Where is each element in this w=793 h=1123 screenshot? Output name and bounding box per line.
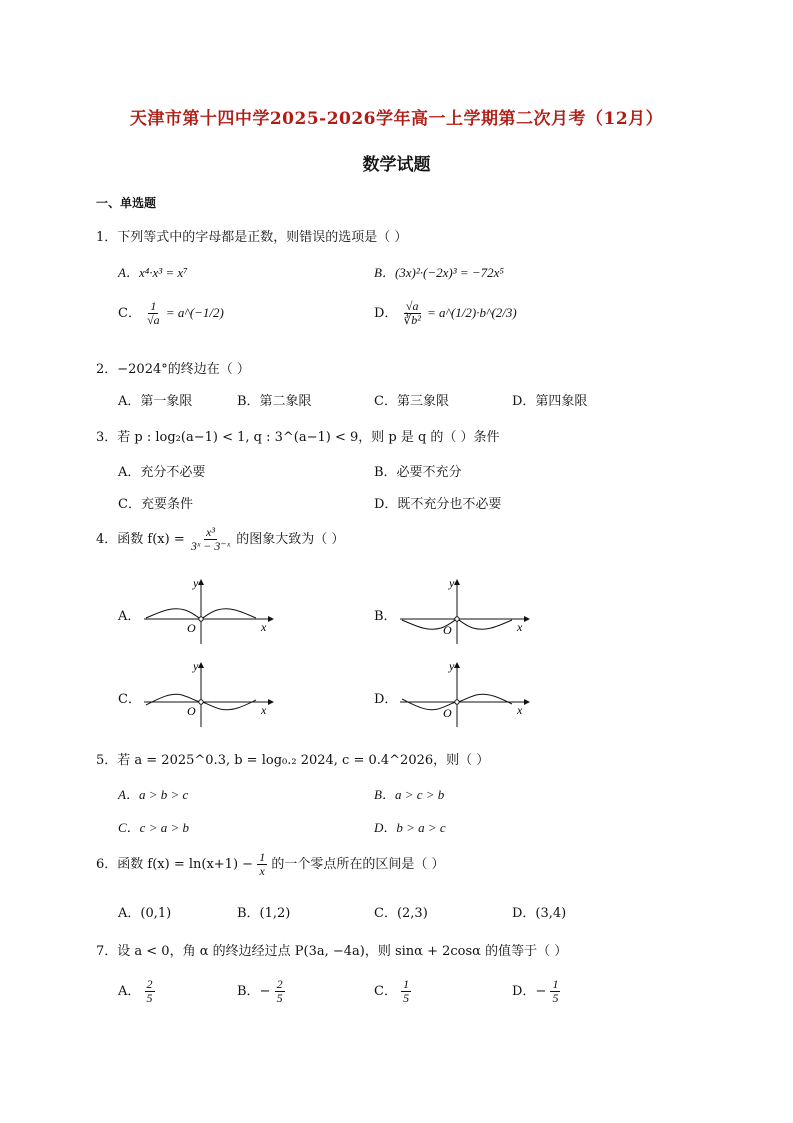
fraction-numerator: 2 <box>276 977 283 991</box>
question-7-option-b <box>237 978 285 1005</box>
question-6-option-c: C．(2,3) <box>374 906 428 921</box>
axis-label-y: y <box>449 576 455 590</box>
option-rhs: = a^(−1/2) <box>165 305 224 321</box>
question-4-graph-c <box>140 659 280 729</box>
fraction-denominator: 3ˣ − 3⁻ˣ <box>190 539 231 554</box>
stem-prefix: 6．函数 f(x) = ln(x+1) − <box>96 857 254 873</box>
fraction-numerator: 1 <box>150 299 157 313</box>
x-axis-arrow <box>524 616 530 622</box>
axis-label-y: y <box>193 576 199 590</box>
question-4-graph-a <box>140 576 280 646</box>
fraction-denominator: √a <box>147 313 160 328</box>
question-2-option-c: C．第三象限 <box>374 394 449 409</box>
question-5-option-c: C．c > a > b <box>118 820 189 835</box>
question-1-option-c <box>118 300 224 327</box>
hollow-point <box>199 617 203 621</box>
question-7-stem: 7．设 a < 0，角 α 的终边经过点 P(3a, −4a)，则 sinα + 2cosα 的值等于（ ） <box>96 944 568 959</box>
question-1-option-a: A．x⁴·x³ = x⁷ <box>118 265 188 280</box>
stem-suffix: 的图象大致为（ ） <box>236 532 345 548</box>
fraction <box>189 526 232 553</box>
stem-suffix: 的一个零点所在的区间是（ ） <box>271 857 445 873</box>
question-1-option-b: B．(3x)²·(−2x)³ = −72x⁵ <box>374 265 504 280</box>
fraction <box>145 978 155 1005</box>
question-6-option-d: D．(3,4) <box>512 906 567 921</box>
page-title: 天津市第十四中学2025-2026学年高一上学期第二次月考（12月） <box>129 109 664 129</box>
option-label: B． <box>237 984 260 1000</box>
fraction-denominator: 5 <box>146 991 153 1006</box>
axis-label-y: y <box>193 659 199 673</box>
fraction <box>275 978 285 1005</box>
fraction <box>145 300 162 327</box>
fraction-denominator: 5 <box>403 991 410 1006</box>
x-axis-arrow <box>268 699 274 705</box>
option-label: D． <box>512 984 536 1000</box>
fraction <box>401 978 411 1005</box>
origin-label: O <box>443 623 452 637</box>
question-4-option-d-label: D． <box>374 692 398 707</box>
page-subtitle: 数学试题 <box>362 155 431 175</box>
hollow-point <box>199 700 203 704</box>
x-axis-arrow <box>524 699 530 705</box>
axis-label-x: x <box>261 620 267 634</box>
stem-prefix: 4．函数 f(x) = <box>96 532 185 548</box>
fraction-numerator: √a <box>405 299 419 313</box>
y-axis-arrow <box>454 662 460 668</box>
question-2-option-a: A．第一象限 <box>118 394 193 409</box>
fraction-denominator: x <box>259 864 265 879</box>
question-5-option-a: A．a > b > c <box>118 787 189 802</box>
question-4-stem <box>96 526 344 553</box>
x-axis-arrow <box>268 616 274 622</box>
fraction <box>402 300 423 327</box>
question-4-option-b-label: B． <box>374 609 397 624</box>
question-6-option-b: B．(1,2) <box>237 906 291 921</box>
fraction <box>550 978 560 1005</box>
question-5-option-b: B．a > c > b <box>374 787 445 802</box>
question-7-option-d <box>512 978 560 1005</box>
option-label: A． <box>118 984 141 1000</box>
option-sign: − <box>535 984 547 1000</box>
question-3-option-a: A．充分不必要 <box>118 465 206 480</box>
y-axis-arrow <box>454 579 460 585</box>
question-4-graph-d <box>396 659 536 729</box>
section-heading: 一、单选题 <box>96 196 157 210</box>
question-3-option-c: C．充要条件 <box>118 497 193 512</box>
fraction <box>257 851 267 878</box>
question-5-option-d: D．b > a > c <box>374 820 446 835</box>
origin-label: O <box>443 706 452 720</box>
fraction-numerator: x³ <box>206 525 215 539</box>
question-7-option-a <box>118 978 155 1005</box>
y-axis-arrow <box>198 579 204 585</box>
question-1-stem: 1．下列等式中的字母都是正数，则错误的选项是（ ） <box>96 230 408 245</box>
fraction-denominator: 5 <box>552 991 559 1006</box>
question-2-stem: 2．−2024°的终边在（ ） <box>96 362 250 377</box>
question-7-option-c <box>374 978 411 1005</box>
option-label: C． <box>374 984 397 1000</box>
option-label: D． <box>374 306 398 322</box>
question-3-option-b: B．必要不充分 <box>374 465 462 480</box>
y-axis-arrow <box>198 662 204 668</box>
question-4-graph-b <box>396 576 536 646</box>
hollow-point <box>455 700 459 704</box>
question-6-option-a: A．(0,1) <box>118 906 172 921</box>
question-5-stem: 5．若 a = 2025^0.3, b = log₀.₂ 2024, c = 0.4^2026，则（ ） <box>96 753 490 768</box>
question-4-option-a-label: A． <box>118 609 141 624</box>
axis-label-y: y <box>449 659 455 673</box>
question-6-stem <box>96 851 444 878</box>
fraction-numerator: 1 <box>259 850 266 864</box>
origin-label: O <box>187 704 196 718</box>
axis-label-x: x <box>517 703 523 717</box>
fraction-numerator: 1 <box>403 977 410 991</box>
question-2-option-d: D．第四象限 <box>512 394 588 409</box>
fraction-numerator: 1 <box>552 977 559 991</box>
question-4-option-c-label: C． <box>118 692 141 707</box>
question-3-option-d: D．既不充分也不必要 <box>374 497 502 512</box>
axis-label-x: x <box>261 703 267 717</box>
option-rhs: = a^(1/2)·b^(2/3) <box>426 305 517 321</box>
fraction-denominator: 5 <box>276 991 283 1006</box>
question-3-stem: 3．若 p : log₂(a−1) < 1, q : 3^(a−1) < 9，则 p 是 q 的（ ）条件 <box>96 430 500 445</box>
option-sign: − <box>259 984 271 1000</box>
option-label: C． <box>118 306 141 322</box>
hollow-point <box>455 617 459 621</box>
axis-label-x: x <box>517 620 523 634</box>
origin-label: O <box>187 621 196 635</box>
fraction-denominator: ∛b² <box>403 313 421 328</box>
fraction-numerator: 2 <box>146 977 153 991</box>
question-1-option-d <box>374 300 517 327</box>
question-2-option-b: B．第二象限 <box>237 394 312 409</box>
